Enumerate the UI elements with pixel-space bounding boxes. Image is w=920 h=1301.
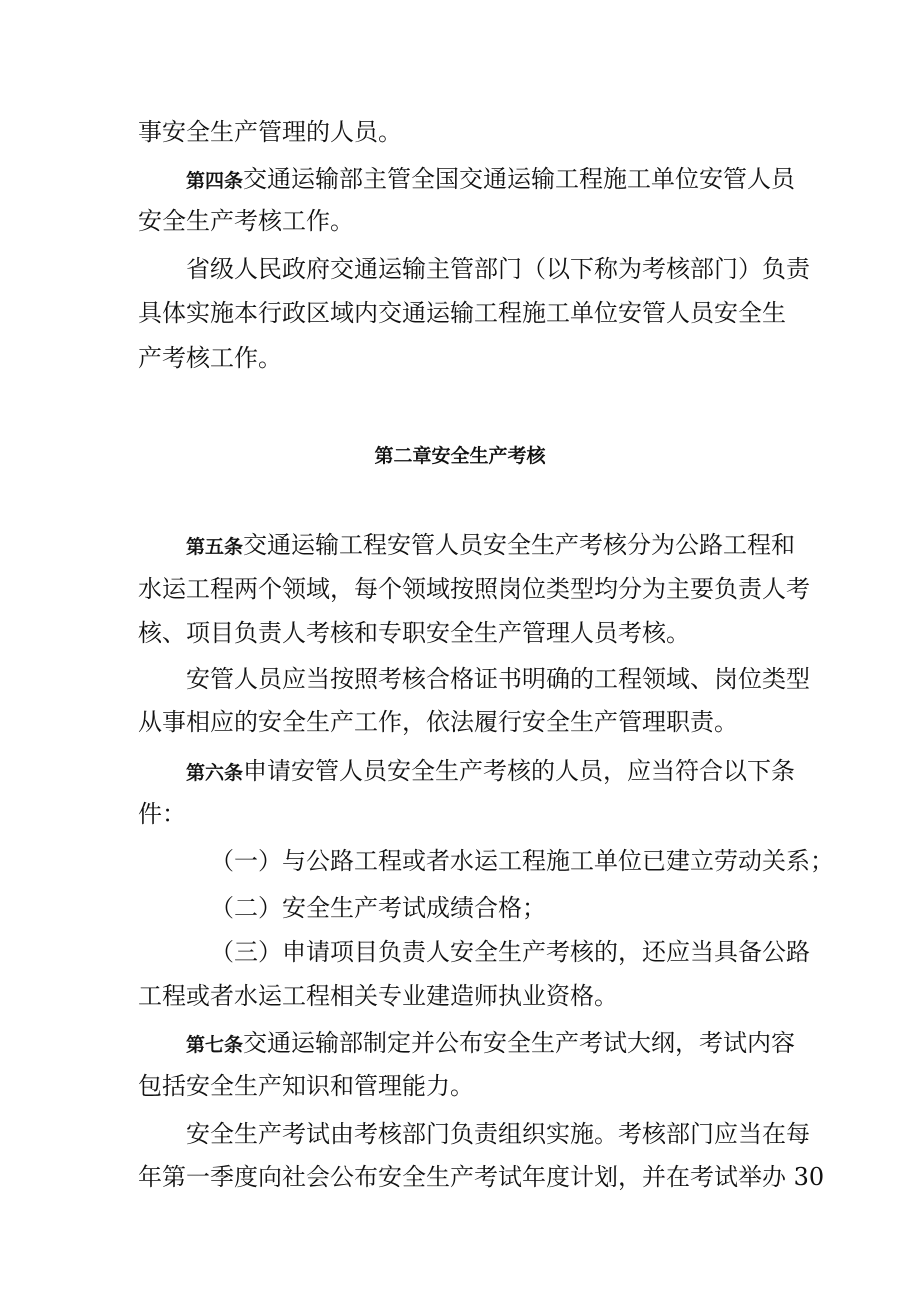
text-line: 从事相应的安全生产工作，依法履行安全生产管理职责。 — [138, 708, 738, 736]
list-item: （二）安全生产考试成绩合格； — [210, 894, 546, 922]
text-line: 具体实施本行政区域内交通运输工程施工单位安管人员安全生 — [138, 299, 786, 327]
article-6-line — [186, 756, 796, 788]
article-7-line — [186, 1028, 796, 1060]
text-span: 交通运输工程安管人员安全生产考核分为公路工程和 — [243, 531, 796, 559]
list-item: （三）申请项目负责人安全生产考核的，还应当具备公路 — [210, 938, 810, 966]
text-span: 申请安管人员安全生产考核的人员，应当符合以下条 — [243, 757, 796, 785]
article-6-label: 第六条 — [186, 762, 244, 784]
text-line: 安全生产考试由考核部门负责组织实施。考核部门应当在每 — [186, 1120, 810, 1148]
article-7-label: 第七条 — [186, 1034, 244, 1056]
text-line: 包括安全生产知识和管理能力。 — [138, 1072, 474, 1100]
text-span: 交通运输部制定并公布安全生产考试大纲，考试内容 — [243, 1029, 796, 1057]
article-4-label: 第四条 — [186, 170, 244, 192]
text-line: 核、项目负责人考核和专职安全生产管理人员考核。 — [138, 619, 690, 647]
text-line: 安全生产考核工作。 — [138, 207, 354, 235]
text-line: 省级人民政府交通运输主管部门（以下称为考核部门）负责 — [186, 255, 810, 283]
chapter-title: 第二章安全生产考核 — [374, 445, 546, 467]
text-span: 交通运输部主管全国交通运输工程施工单位安管人员 — [243, 165, 796, 193]
text-line: 安管人员应当按照考核合格证书明确的工程领域、岗位类型 — [186, 665, 810, 693]
text-line: 产考核工作。 — [138, 344, 282, 372]
article-5-label: 第五条 — [186, 536, 244, 558]
text-line: 事安全生产管理的人员。 — [138, 118, 402, 146]
list-item: （一）与公路工程或者水运工程施工单位已建立劳动关系； — [210, 847, 834, 875]
text-line: 年第一季度向社会公布安全生产考试年度计划，并在考试举办 30 — [138, 1163, 825, 1191]
text-line: 水运工程两个领域，每个领域按照岗位类型均分为主要负责人考 — [138, 575, 810, 603]
text-line: 工程或者水运工程相关专业建造师执业资格。 — [138, 982, 618, 1010]
text-line: 件： — [138, 800, 186, 828]
article-5-line — [186, 530, 796, 562]
article-4-line — [186, 164, 796, 196]
